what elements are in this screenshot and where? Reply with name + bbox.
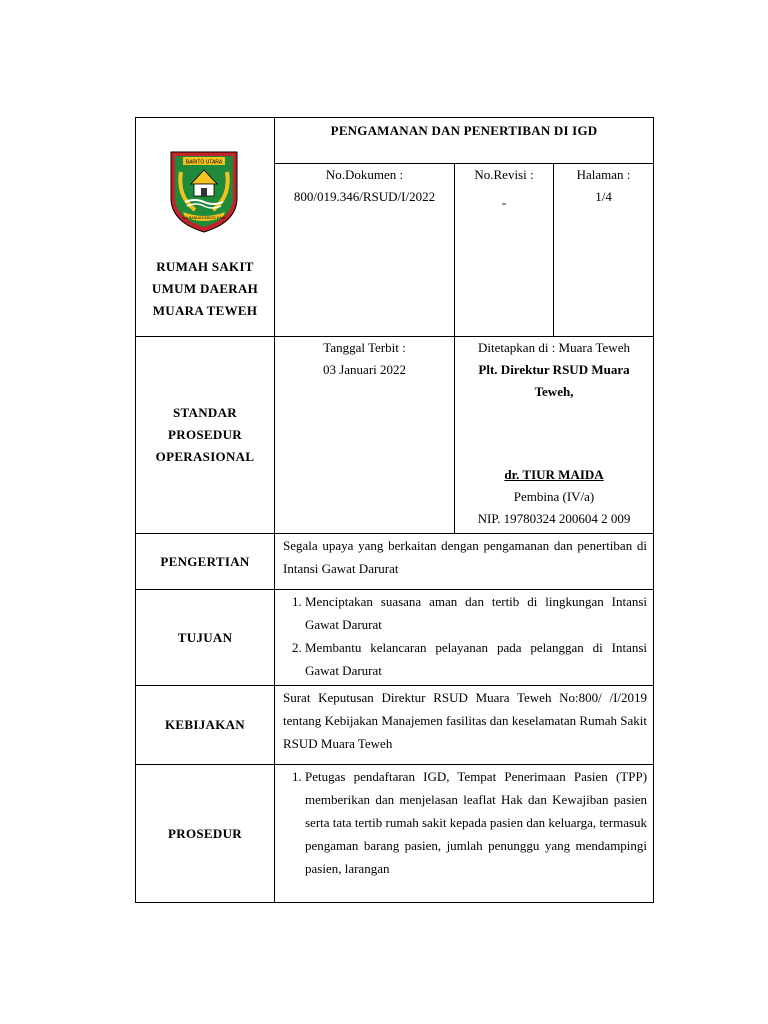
hospital-name — [136, 256, 274, 322]
tanggal-terbit-label: Tanggal Terbit : — [323, 340, 406, 355]
ditetapkan-cell — [455, 337, 654, 534]
direktur-line1: Plt. Direktur RSUD Muara — [478, 362, 630, 377]
ditetapkan-text: Ditetapkan di : Muara Teweh — [478, 340, 630, 355]
halaman-value: 1/4 — [595, 189, 612, 204]
prosedur-label: PROSEDUR — [136, 765, 275, 903]
no-dokumen-value: 800/019.346/RSUD/I/2022 — [293, 189, 436, 204]
logo-bottom-text: IYA BANUA DONOG HARI — [182, 216, 226, 220]
prosedur-cell — [275, 765, 654, 903]
no-dokumen-cell — [275, 164, 455, 337]
list-item: 1. Menciptakan suasana aman dan tertib di lingkungan Intansi Gawat Darurat — [305, 590, 647, 636]
hospital-cell — [136, 118, 275, 337]
list-item: 2. Membantu kelancaran pelayanan pada pelanggan di Intansi Gawat Darurat — [305, 636, 647, 682]
kebijakan-label: KEBIJAKAN — [136, 686, 275, 765]
sop-label-line1: STANDAR — [173, 405, 237, 420]
pengertian-text: Segala upaya yang berkaitan dengan pengamanan dan penertiban di Intansi Gawat Darurat — [283, 538, 648, 576]
no-revisi-cell — [455, 164, 554, 337]
sop-label-line2: PROSEDUR — [168, 427, 242, 442]
signer-nip: NIP. 19780324 200604 2 009 — [477, 511, 631, 526]
pengertian-label: PENGERTIAN — [136, 534, 275, 590]
hospital-name-line2: UMUM DAERAH — [151, 281, 259, 296]
tanggal-terbit-cell — [275, 337, 455, 534]
no-revisi-label: No.Revisi : — [474, 167, 534, 182]
sop-label-line3: OPERASIONAL — [155, 449, 255, 464]
direktur-line2: Teweh, — [534, 384, 574, 399]
hospital-name-line1: RUMAH SAKIT — [156, 259, 254, 274]
signer-name: dr. TIUR MAIDA — [504, 467, 604, 482]
pengertian-cell — [275, 534, 654, 590]
document-title: PENGAMANAN DAN PENERTIBAN DI IGD — [275, 118, 654, 164]
no-revisi-value: - — [501, 195, 507, 210]
tujuan-cell — [275, 590, 654, 686]
list-item: 1. Petugas pendaftaran IGD, Tempat Penerimaan Pasien (TPP) memberikan dan menjelasan leaflat Hak dan Kewajiban pasien serta tata tertib rumah sakit kepada pasien dan keluarga, termasuk pengaman barang pasien, jumlah penunggu yang mendampingi pasien, larangan — [305, 765, 647, 880]
no-dokumen-label: No.Dokumen : — [325, 167, 404, 182]
kebijakan-text: Surat Keputusan Direktur RSUD Muara Teweh No:800/ /I/2019 tentang Kebijakan Manajemen fasilitas dan keselamatan Rumah Sakit RSUD Muara Teweh — [283, 690, 648, 751]
signature-space — [461, 403, 647, 464]
hospital-name-line3: MUARA TEWEH — [152, 303, 258, 318]
logo-banner-text: BARITO UTARA — [185, 159, 223, 166]
kebijakan-cell — [275, 686, 654, 765]
tujuan-label: TUJUAN — [136, 590, 275, 686]
tanggal-terbit-value: 03 Januari 2022 — [322, 362, 407, 377]
halaman-label: Halaman : — [576, 167, 631, 182]
prosedur-list — [283, 765, 647, 880]
halaman-cell — [554, 164, 654, 337]
signer-rank: Pembina (IV/a) — [513, 489, 595, 504]
tujuan-list — [283, 590, 647, 682]
hospital-logo — [165, 146, 243, 234]
sop-table — [135, 117, 654, 903]
sop-label — [136, 337, 275, 534]
sop-document — [135, 117, 653, 903]
